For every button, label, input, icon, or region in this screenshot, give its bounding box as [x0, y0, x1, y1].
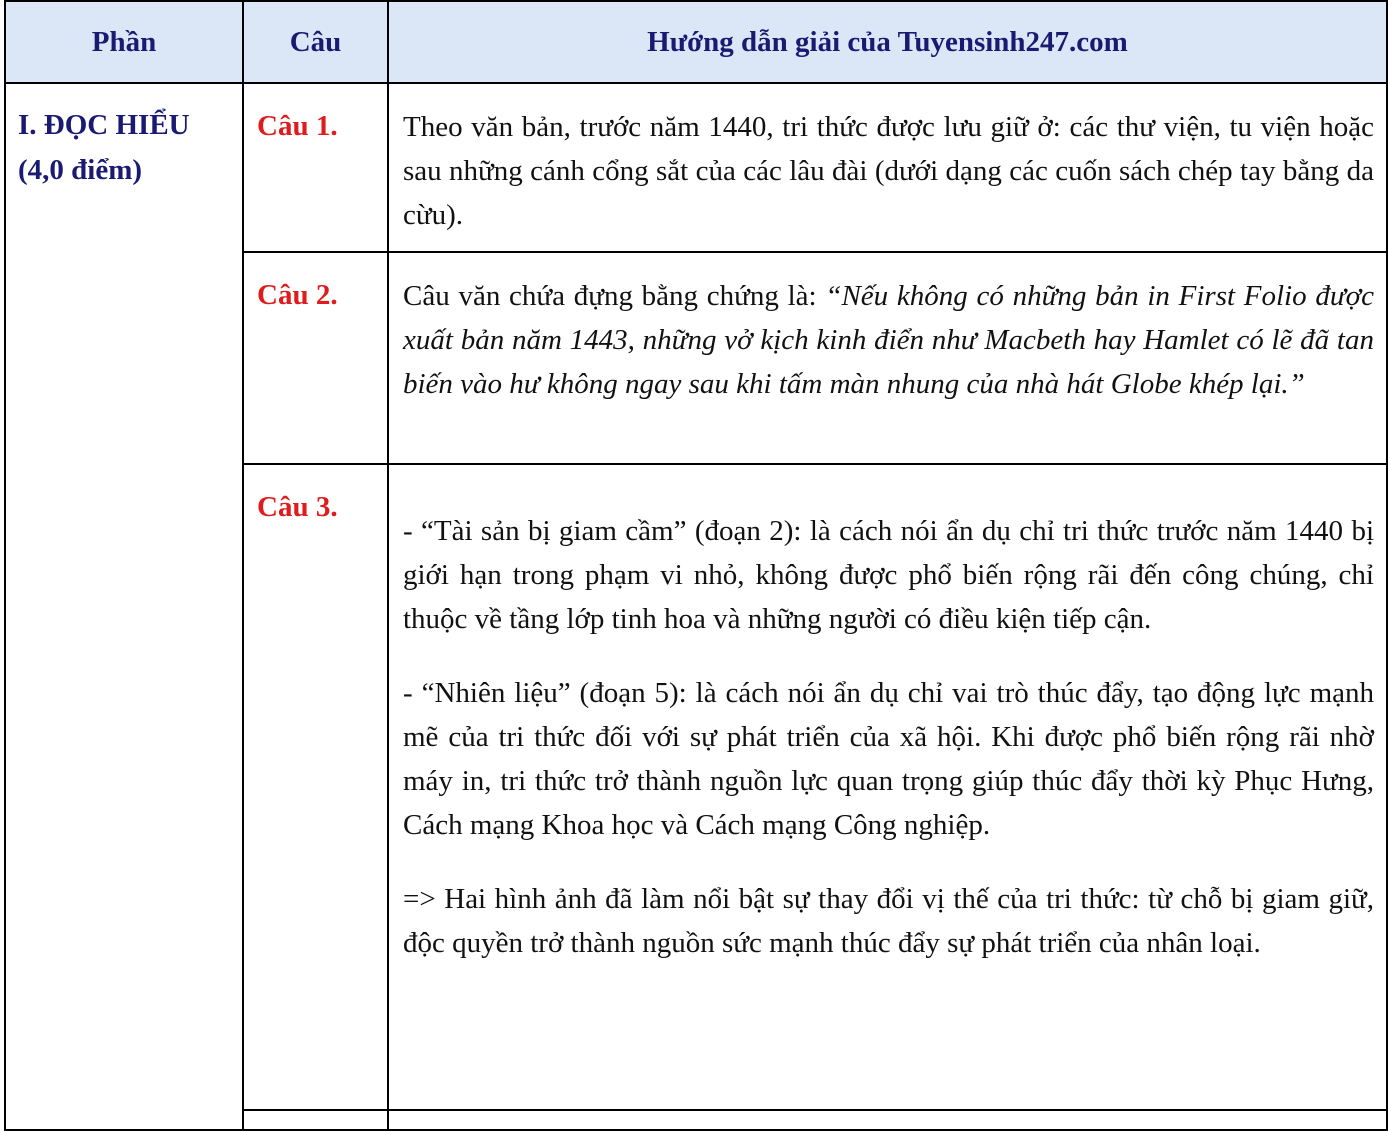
question-label: Câu 3. [243, 464, 388, 1110]
answer-lead: Câu văn chứa đựng bằng chứng là: [403, 280, 826, 312]
answer-cell [388, 83, 1387, 252]
answer-cell [388, 252, 1387, 464]
question-label: Câu 1. [243, 83, 388, 252]
answer-cell [388, 464, 1387, 1110]
answer-quote: “Nếu không có những bản in First Folio được xuất bản năm 1443, những vở kịch kinh điển như Macbeth hay Hamlet có lẽ đã tan biến vào hư không ngay sau khi tấm màn nhung của nhà hát Globe khép lại.” [403, 280, 1374, 400]
section-title: I. ĐỌC HIỂU [18, 109, 190, 141]
header-guide: Hướng dẫn giải của Tuyensinh247.com [388, 1, 1387, 83]
empty-cell [243, 1110, 388, 1130]
header-row [5, 1, 1387, 83]
header-cau: Câu [243, 1, 388, 83]
answer-paragraph: - “Nhiên liệu” (đoạn 5): là cách nói ẩn dụ chỉ vai trò thúc đẩy, tạo động lực mạnh mẽ của tri thức đối với sự phát triển của xã hội. Khi được phổ biến rộng rãi nhờ máy in, tri thức trở thành nguồn lực quan trọng giúp thúc đẩy thời kỳ Phục Hưng, Cách mạng Khoa học và Cách mạng Công nghiệp. [403, 677, 1374, 841]
answer-table [4, 0, 1388, 1131]
answer-paragraph: - “Tài sản bị giam cầm” (đoạn 2): là cách nói ẩn dụ chỉ tri thức trước năm 1440 bị giới hạn trong phạm vi nhỏ, không được phổ biến rộng rãi đến công chúng, chỉ thuộc về tầng lớp tinh hoa và những người có điều kiện tiếp cận. [403, 515, 1374, 635]
answer-text [403, 274, 1374, 406]
empty-cell [388, 1110, 1387, 1130]
section-cell [5, 83, 243, 1130]
answer-paragraph: => Hai hình ảnh đã làm nổi bật sự thay đổi vị thế của tri thức: từ chỗ bị giam giữ, độc quyền trở thành nguồn sức mạnh thúc đẩy sự phát triển của nhân loại. [403, 883, 1374, 959]
question-label: Câu 2. [243, 252, 388, 464]
header-phan: Phần [5, 1, 243, 83]
table-row [5, 83, 1387, 252]
answer-text: Theo văn bản, trước năm 1440, tri thức được lưu giữ ở: các thư viện, tu viện hoặc sau những cánh cổng sắt của các lâu đài (dưới dạng các cuốn sách chép tay bằng da cừu). [403, 111, 1374, 231]
section-points: (4,0 điểm) [18, 154, 143, 186]
